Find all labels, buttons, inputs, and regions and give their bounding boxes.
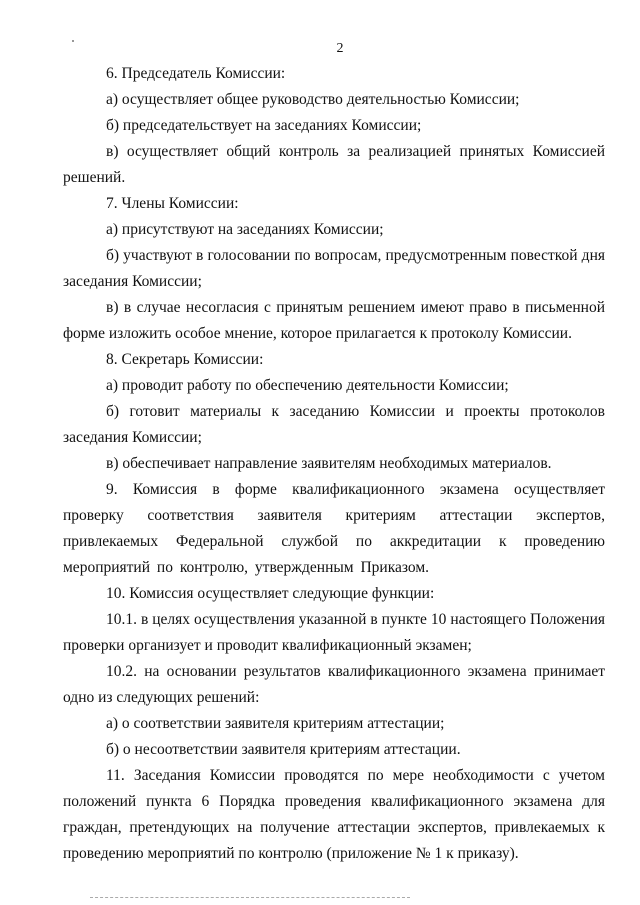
paragraph-8-heading: 8. Секретарь Комиссии: [106, 351, 264, 368]
paragraph-6b: б) председательствует на заседаниях Комиссии; [106, 117, 422, 134]
scan-edge-noise [90, 897, 410, 902]
paragraph-10-1: 10.1. в целях осуществления указанной в пункте 10 настоящего Положения проверки организует и проводит квалификационный экзамен; [63, 611, 605, 654]
page-number: 2 [336, 41, 344, 56]
paragraph-8a: а) проводит работу по обеспечению деятельности Комиссии; [106, 377, 509, 394]
paragraph-7b: б) участвуют в голосовании по вопросам, предусмотренным повесткой дня заседания Комиссии; [63, 247, 605, 290]
paragraph-7-heading: 7. Члены Комиссии: [106, 195, 239, 212]
document-body [63, 61, 605, 867]
paragraph-7a: а) присутствуют на заседаниях Комиссии; [106, 221, 384, 238]
paragraph-8c: в) обеспечивает направление заявителям необходимых материалов. [106, 455, 552, 472]
paragraph-10-2a: а) о соответствии заявителя критериям аттестации; [106, 715, 445, 732]
paragraph-9: 9. Комиссия в форме квалификационного экзамена осуществляет проверку соответствия заявителя критериям аттестации экспертов, привлекаемых Федеральной службой по аккредитации к проведению мероприятий по контролю, утвержденным Приказом. [63, 481, 605, 576]
paragraph-10-2: 10.2. на основании результатов квалификационного экзамена принимает одно из следующих решений: [63, 663, 605, 706]
paragraph-10-heading: 10. Комиссия осуществляет следующие функции: [106, 585, 435, 602]
paragraph-6-heading: 6. Председатель Комиссии: [106, 65, 286, 82]
paragraph-6a: а) осуществляет общее руководство деятельностью Комиссии; [106, 91, 520, 108]
paragraph-10-2b: б) о несоответствии заявителя критериям аттестации. [106, 741, 461, 758]
paragraph-7c: в) в случае несогласия с принятым решением имеют право в письменной форме изложить особое мнение, которое прилагается к протоколу Комиссии. [63, 299, 605, 342]
paragraph-6c: в) осуществляет общий контроль за реализацией принятых Комиссией решений. [63, 143, 605, 186]
paragraph-11: 11. Заседания Комиссии проводятся по мере необходимости с учетом положений пункта 6 Порядка проведения квалификационного экзамена для граждан, претендующих на получение аттестации экспертов, привлекаемых к проведению мероприятий по контролю (приложение № 1 к приказу). [63, 767, 605, 862]
paragraph-8b: б) готовит материалы к заседанию Комиссии и проекты протоколов заседания Комиссии; [63, 403, 605, 446]
